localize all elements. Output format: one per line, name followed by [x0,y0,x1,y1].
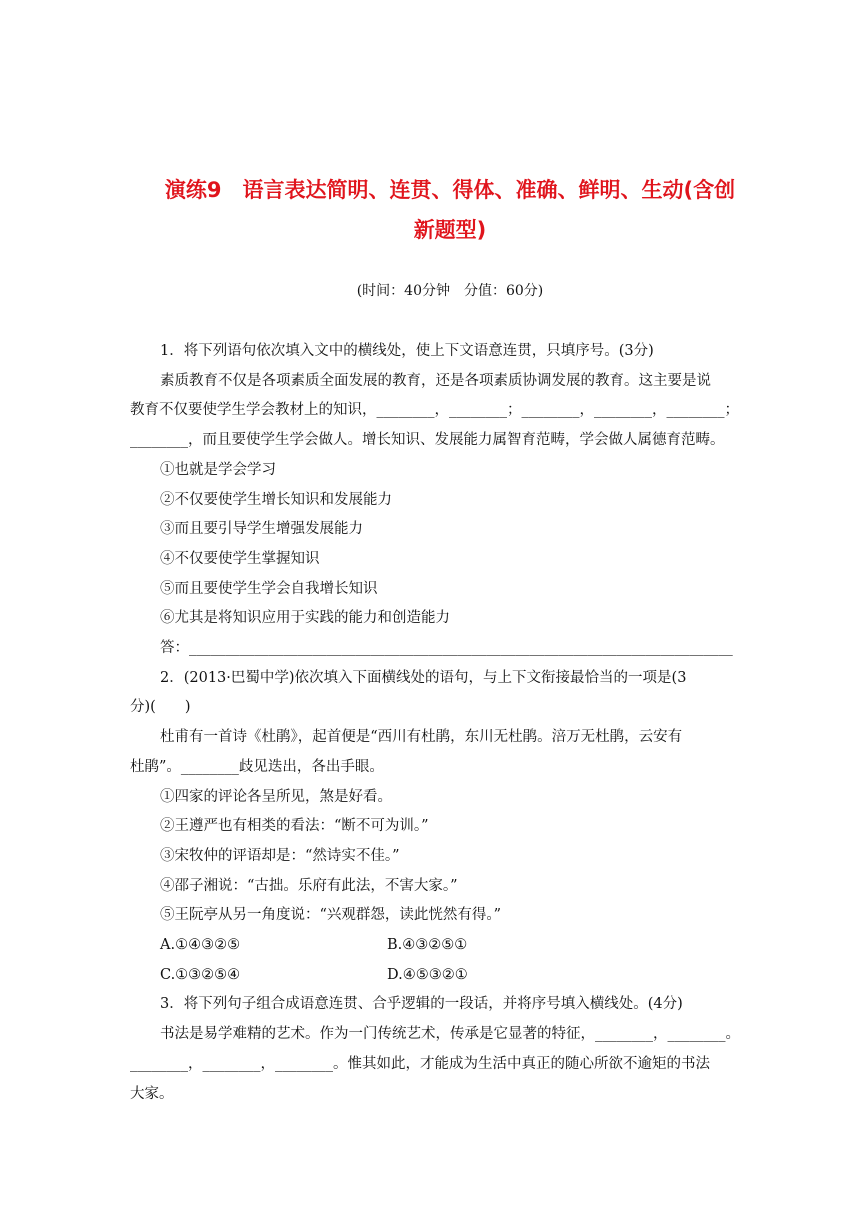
page-title [130,170,770,250]
q2-choices-row-1 [130,931,730,961]
q2-item: ①四家的评论各呈所见，煞是好看。 [160,788,392,805]
q2-stem-line-1: 2．(2013·巴蜀中学)依次填入下面横线处的语句，与上下文衔接最恰当的一项是(3 [160,669,687,686]
q2-item: ⑤王阮亭从另一角度说：“兴观群怨，读此恍然有得。” [160,907,502,924]
q3-passage-line-2: ________，________，________。惟其如此，才能成为生活中真正的随心所欲不逾矩的书法 [130,1055,710,1072]
q1-passage-line-3: ________，而且要使学生学会做人。增长知识、发展能力属智育范畴，学会做人属德育范畴。 [130,432,725,449]
q2-item: ②王遵严也有相类的看法：“断不可为训。” [160,818,429,835]
q1-option: ②不仅要使学生增长知识和发展能力 [160,491,392,508]
title-line-1: 演练9 语言表达简明、连贯、得体、准确、鲜明、生动(含创 [164,178,736,202]
q1-option: ⑥尤其是将知识应用于实践的能力和创造能力 [160,610,450,627]
choice-a: A.①④③②⑤ [160,937,241,954]
q2-passage-line-2: 杜鹃”。________歧见迭出，各出手眼。 [130,758,384,775]
title-line-2: 新题型) [413,218,487,242]
q1-passage-line-2: 教育不仅要使学生学会教材上的知识，________，________；________，________，________； [130,402,739,419]
q3-passage-line-1: 书法是易学难精的艺术。作为一门传统艺术，传承是它显著的特征，________，________。 [160,1026,740,1043]
q1-stem: 1．将下列语句依次填入文中的横线处，使上下文语意连贯，只填序号。(3分) [160,343,654,359]
q1-option: ⑤而且要使学生学会自我增长知识 [160,580,378,597]
q1-option: ④不仅要使学生掌握知识 [160,550,320,567]
q3-passage-line-3: 大家。 [130,1085,174,1102]
q1-option: ①也就是学会学习 [160,461,276,478]
q3-stem: 3．将下列句子组合成语意连贯、合乎逻辑的一段话，并将序号填入横线处。(4分) [160,996,683,1013]
choice-c: C.①③②⑤④ [160,966,241,983]
q2-item: ③宋牧仲的评语却是：“然诗实不佳。” [160,847,400,864]
q2-item: ④邵子湘说：“古拙。乐府有此法，不害大家。” [160,877,458,894]
q1-answer-line: 答：___________________________________________________________________________ [160,640,733,657]
q1-passage-line-1: 素质教育不仅是各项素质全面发展的教育，还是各项素质协调发展的教育。这主要是说 [160,372,711,389]
q1-option: ③而且要引导学生增强发展能力 [160,521,363,538]
choice-d: D.④⑤③②① [387,966,468,983]
time-score-info: (时间：40分钟 分值：60分) [356,283,544,299]
q2-choices-row-2 [130,961,730,991]
q2-stem-line-2: 分)( ) [130,699,191,716]
question-content [130,337,740,1109]
choice-b: B.④③②⑤① [387,937,468,954]
q2-passage-line-1: 杜甫有一首诗《杜鹃》，起首便是“西川有杜鹃，东川无杜鹃。涪万无杜鹃，云安有 [160,729,683,746]
